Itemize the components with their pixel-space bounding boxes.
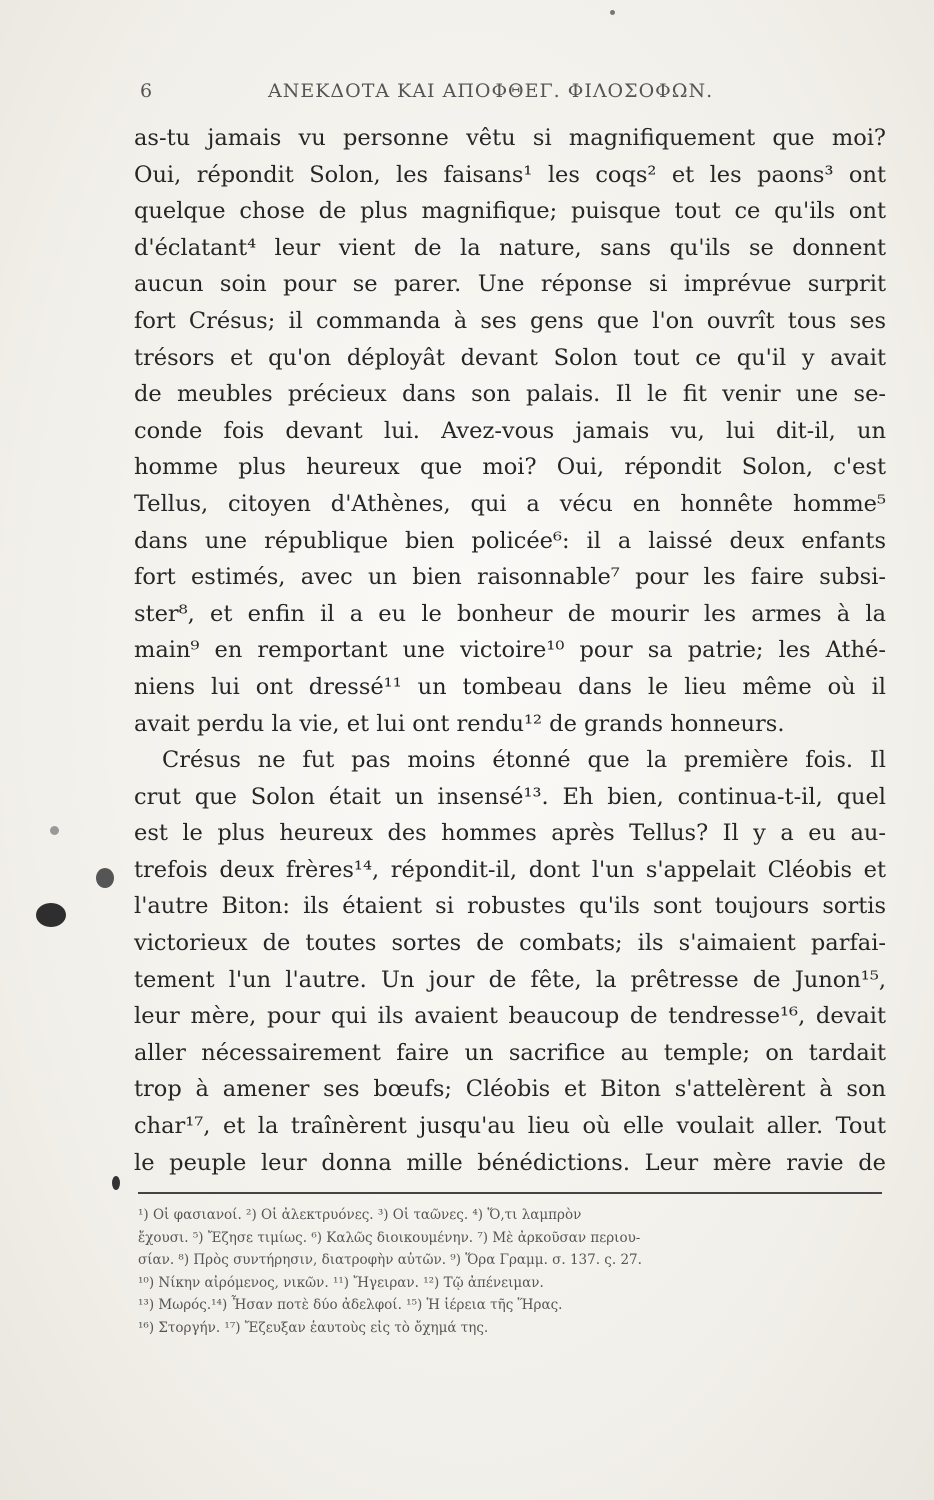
footnote-line: ¹⁶) Στοργήν. ¹⁷) Ἔζευξαν ἑαυτοὺς εἰς τὸ ὄχημά της. xyxy=(138,1319,489,1336)
body-line: trésors et qu'on déployât devant Solon tout ce qu'il y avait xyxy=(134,344,886,371)
page-header xyxy=(140,80,888,110)
body-line: crut que Solon était un insensé¹³. Eh bien, continua-t-il, quel xyxy=(134,783,886,810)
footnote-line: ¹) Οἱ φασιανοί. ²) Οἱ ἀλεκτρυόνες. ³) Οἱ ταῶνες. ⁴) Ὅ,τι λαμπρὸν xyxy=(138,1207,582,1223)
footnote-divider xyxy=(138,1192,882,1194)
body-line: Oui, répondit Solon, les faisans¹ les coqs² et les paons³ ont xyxy=(134,161,886,188)
body-line: char¹⁷, et la traînèrent jusqu'au lieu où elle voulait aller. Tout xyxy=(134,1113,886,1140)
footnote-line: σίαν. ⁸) Πρὸς συντήρησιν, διατροφὴν αὐτῶν. ⁹) Ὅρα Γραμμ. σ. 137. ς. 27. xyxy=(138,1252,642,1268)
body-line: ster⁸, et enfin il a eu le bonheur de mourir les armes à la xyxy=(134,600,886,627)
body-line: l'autre Biton: ils étaient si robustes qu'ils sont toujours sortis xyxy=(134,893,886,920)
ink-spot xyxy=(36,903,66,927)
body-line: dans une république bien policée⁶: il a laissé deux enfants xyxy=(134,527,886,554)
body-line: trop à amener ses bœufs; Cléobis et Biton s'attelèrent à son xyxy=(134,1076,886,1103)
body-line: as-tu jamais vu personne vêtu si magnifiquement que moi? xyxy=(134,125,886,151)
ink-spot xyxy=(96,868,114,888)
footnote-line: ¹³) Μωρός.¹⁴) Ἦσαν ποτὲ δύο ἀδελφοί. ¹⁵) Ἡ ἱέρεια τῆς Ἥρας. xyxy=(138,1297,563,1313)
body-text xyxy=(134,120,886,1181)
body-line: avait perdu la vie, et lui ont rendu¹² de grands honneurs. xyxy=(134,710,785,737)
body-line: trefois deux frères¹⁴, répondit-il, dont l'un s'appelait Cléobis et xyxy=(134,856,886,883)
body-line: aller nécessairement faire un sacrifice au temple; on tardait xyxy=(134,1039,886,1066)
body-line: Tellus, citoyen d'Athènes, qui a vécu en honnête homme⁵ xyxy=(134,490,886,517)
body-line: conde fois devant lui. Avez-vous jamais vu, lui dit-il, un xyxy=(134,417,886,444)
body-line: Crésus ne fut pas moins étonné que la première fois. Il xyxy=(162,747,886,774)
body-line: de meubles précieux dans son palais. Il le fit venir une se- xyxy=(134,381,886,408)
body-line: aucun soin pour se parer. Une réponse si imprévue surprit xyxy=(134,271,886,298)
body-line: victorieux de toutes sortes de combats; ils s'aimaient parfai- xyxy=(134,930,886,957)
body-line: fort estimés, avec un bien raisonnable⁷ pour les faire subsi- xyxy=(134,564,886,591)
body-line: est le plus heureux des hommes après Tellus? Il y a eu au- xyxy=(134,820,886,847)
ink-spot xyxy=(112,1176,120,1190)
running-title: ΑΝΕΚΔΟΤΑ ΚΑΙ ΑΠΟΦΘΕΓ. ΦΙΛΟΣΟΦΩΝ. xyxy=(268,80,714,102)
body-line: quelque chose de plus magnifique; puisque tout ce qu'ils ont xyxy=(134,198,886,225)
ink-spot xyxy=(50,826,59,835)
body-line: leur mère, pour qui ils avaient beaucoup de tendresse¹⁶, devait xyxy=(134,1003,886,1030)
body-line: le peuple leur donna mille bénédictions. Leur mère ravie de xyxy=(134,1149,886,1176)
body-line: tement l'un l'autre. Un jour de fête, la prêtresse de Junon¹⁵, xyxy=(134,966,886,993)
body-line: main⁹ en remportant une victoire¹⁰ pour sa patrie; les Athé- xyxy=(134,637,886,664)
body-line: d'éclatant⁴ leur vient de la nature, sans qu'ils se donnent xyxy=(134,234,886,261)
footnote-line: ἔχουσι. ⁵) Ἔζησε τιμίως. ⁶) Καλῶς διοικουμένην. ⁷) Μὲ ἀρκοῦσαν περιου- xyxy=(138,1229,641,1246)
body-line: homme plus heureux que moi? Oui, répondit Solon, c'est xyxy=(134,454,886,481)
body-line: fort Crésus; il commanda à ses gens que l'on ouvrît tous ses xyxy=(134,307,886,334)
body-line: niens lui ont dressé¹¹ un tombeau dans le lieu même où il xyxy=(134,673,886,700)
ink-spot xyxy=(610,10,615,15)
footnotes xyxy=(138,1204,886,1339)
page-number: 6 xyxy=(140,80,154,102)
footnote-line: ¹⁰) Νίκην αἰρόμενος, νικῶν. ¹¹) Ἤγειραν. ¹²) Τῷ ἀπένειμαν. xyxy=(138,1274,544,1291)
